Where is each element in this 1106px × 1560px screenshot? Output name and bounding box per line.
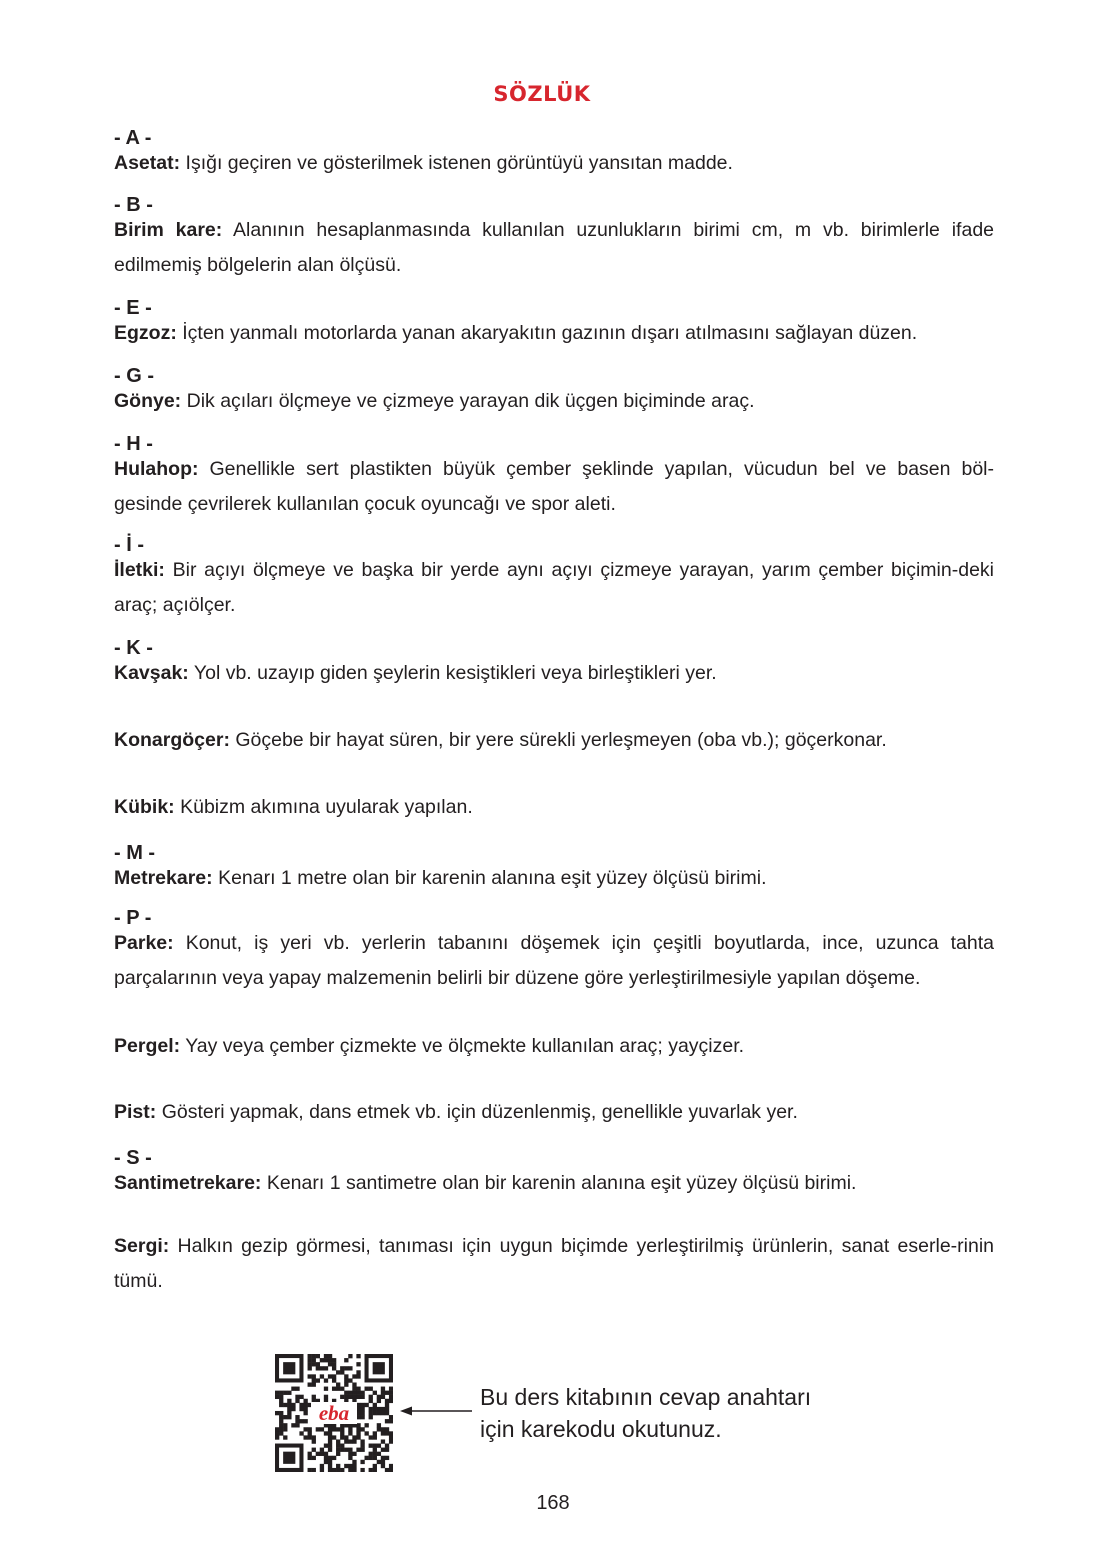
section-letter: - İ - [114,534,144,556]
glossary-entry-block [114,1099,994,1130]
section-letter: - M - [114,842,156,864]
entry-term: Sergi: [114,1235,170,1257]
section-a [114,126,994,181]
glossary-entry-block [114,1233,994,1299]
qr-caption-line: için karekodu okutunuz. [480,1416,722,1442]
section-i [114,533,994,623]
page-title: SÖZLÜK [493,82,591,106]
glossary-entry-block [114,727,994,758]
entry-term: Santimetrekare: [114,1172,262,1194]
qr-caption-line: Bu ders kitabının cevap anahtarı [480,1384,812,1410]
entry-term: Konargöçer: [114,729,230,751]
glossary-entry [114,1095,994,1130]
glossary-entry [114,656,994,691]
glossary-entry [114,384,994,419]
glossary-entry [114,861,994,896]
glossary-entry [114,316,994,351]
entry-term: Egzoz: [114,322,177,344]
section-s [114,1146,994,1201]
glossary-entry-block [114,794,994,825]
section-letter: - E - [114,297,152,319]
qr-caption [480,1381,811,1445]
entry-definition: Konut, iş yeri vb. yerlerin tabanını döşemek için çeşitli boyutlarda, ince, uzunca tahta parçalarının veya yapay malzemenin belirli bir düzene göre yerleştirilmesiyle yapılan döşeme. [114,932,994,989]
glossary-entry [114,553,994,623]
glossary-entry-block [114,1033,994,1064]
section-e [114,296,994,351]
entry-definition: Genellikle sert plastikten büyük çember şeklinde yapılan, vücudun bel ve basen böl-gesinde çevrilerek kullanılan çocuk oyuncağı ve spor aleti. [114,458,994,515]
entry-definition: Yol vb. uzayıp giden şeylerin kesiştikleri veya birleştikleri yer. [193,662,717,684]
entry-term: Asetat: [114,152,181,174]
entry-definition: İçten yanmalı motorlarda yanan akaryakıtın gazının dışarı atılmasını sağlayan düzen. [182,322,918,344]
page-number: 168 [536,1492,570,1514]
entry-term: Pist: [114,1101,157,1123]
entry-term: İletki: [114,559,165,581]
entry-definition: Işığı geçiren ve gösterilmek istenen görüntüyü yansıtan madde. [185,152,733,174]
entry-term: Birim kare: [114,219,223,241]
section-m [114,841,994,896]
section-h [114,432,994,522]
entry-definition: Kübizm akımına uyularak yapılan. [180,796,473,818]
glossary-entry [114,1029,994,1064]
entry-term: Pergel: [114,1035,181,1057]
entry-term: Gönye: [114,390,182,412]
entry-definition: Alanının hesaplanmasında kullanılan uzunlukların birimi cm, m vb. birimlerle ifade edilmemiş bölgelerin alan ölçüsü. [114,219,995,276]
entry-definition: Halkın gezip görmesi, tanıması için uygun biçimde yerleştirilmiş ürünlerin, sanat eserle-rinin tümü. [114,1235,995,1292]
entry-term: Hulahop: [114,458,199,480]
entry-definition: Dik açıları ölçmeye ve çizmeye yarayan dik üçgen biçiminde araç. [186,390,755,412]
glossary-entry [114,146,994,181]
entry-term: Kübik: [114,796,175,818]
section-k [114,636,994,691]
entry-definition: Kenarı 1 santimetre olan bir karenin alanına eşit yüzey ölçüsü birimi. [266,1172,857,1194]
entry-term: Parke: [114,932,174,954]
section-letter: - S - [114,1147,152,1169]
section-g [114,364,994,419]
glossary-entry [114,790,994,825]
section-letter: - K - [114,637,153,659]
section-letter: - H - [114,433,153,455]
qr-code[interactable] [275,1354,393,1472]
qr-code-graphic [275,1354,393,1472]
glossary-entry [114,213,994,283]
arrow-left-icon [400,1403,472,1419]
section-p [114,906,994,996]
entry-term: Kavşak: [114,662,189,684]
glossary-entry [114,1166,994,1201]
section-letter: - A - [114,127,152,149]
entry-term: Metrekare: [114,867,213,889]
eba-logo: eba [318,1401,350,1425]
glossary-entry [114,452,994,522]
section-letter: - G - [114,365,154,387]
entry-definition: Göçebe bir hayat süren, bir yere sürekli yerleşmeyen (oba vb.); göçerkonar. [235,729,887,751]
entry-definition: Yay veya çember çizmekte ve ölçmekte kullanılan araç; yayçizer. [185,1035,745,1057]
section-letter: - B - [114,194,153,216]
section-letter: - P - [114,907,152,929]
glossary-entry [114,926,994,996]
glossary-entry [114,1229,994,1299]
section-b [114,193,994,283]
entry-definition: Bir açıyı ölçmeye ve başka bir yerde aynı açıyı çizmeye yarayan, yarım çember biçimin-deki araç; açıölçer. [114,559,994,616]
entry-definition: Kenarı 1 metre olan bir karenin alanına eşit yüzey ölçüsü birimi. [218,867,767,889]
glossary-entry [114,723,994,758]
entry-definition: Gösteri yapmak, dans etmek vb. için düzenlenmiş, genellikle yuvarlak yer. [161,1101,798,1123]
